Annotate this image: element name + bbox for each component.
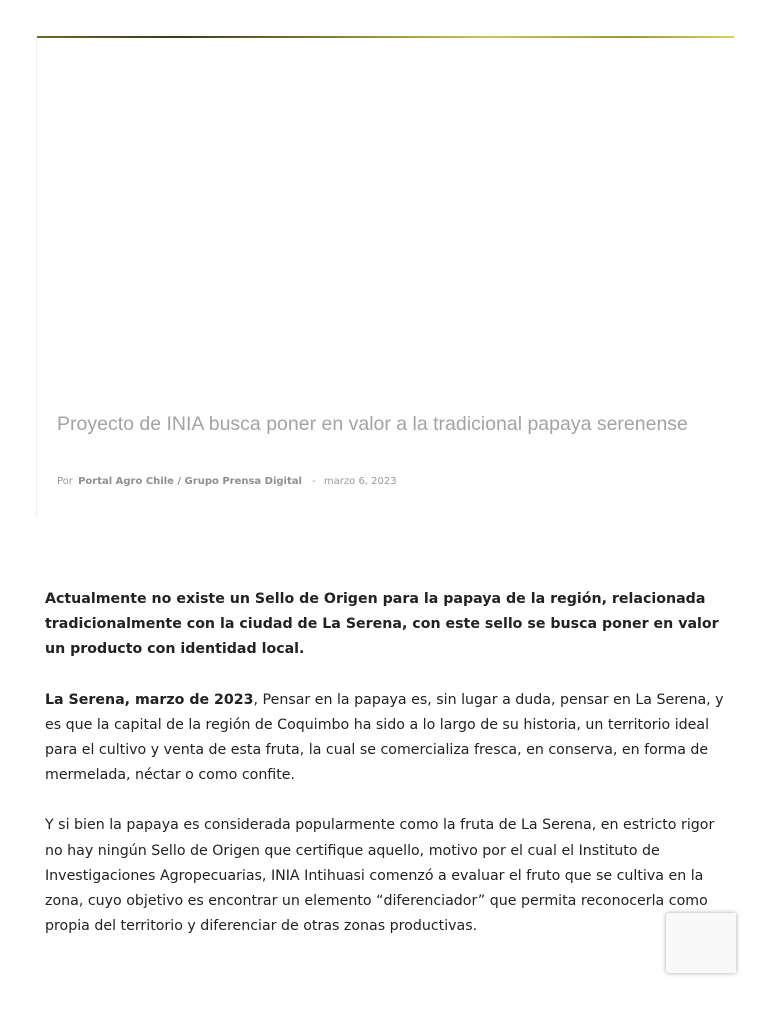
article-paragraph bbox=[45, 688, 729, 789]
post-date: marzo 6, 2023 bbox=[323, 476, 397, 487]
dateline: La Serena, marzo de 2023 bbox=[45, 691, 254, 708]
post-meta bbox=[57, 476, 397, 487]
by-label: Por bbox=[57, 476, 73, 487]
meta-separator: - bbox=[312, 476, 316, 487]
featured-image-area bbox=[36, 36, 734, 517]
post-title: Proyecto de INIA busca poner en valor a la tradicional papaya serenense bbox=[57, 413, 688, 435]
author-link[interactable]: Portal Agro Chile / Grupo Prensa Digital bbox=[78, 476, 302, 487]
recaptcha-badge[interactable] bbox=[666, 913, 736, 973]
paragraph-text: , Pensar en la papaya es, sin lugar a duda, pensar en La Serena, y es que la capital de la región de Coquimbo ha sido a lo largo de su historia, un territorio ideal para el cultivo y venta de esta fruta, la cual se comercializa fresca, en conserva, en forma de mermelada, néctar o como confite. bbox=[45, 691, 724, 784]
article-body bbox=[45, 587, 729, 964]
hero-top-border bbox=[37, 36, 734, 38]
article-paragraph: Y si bien la papaya es considerada popularmente como la fruta de La Serena, en estricto rigor no hay ningún Sello de Origen que certifique aquello, motivo por el cual el Instituto de Investigaciones Agropecuarias, INIA Intihuasi comenzó a evaluar el fruto que se cultiva en la zona, cuyo objetivo es encontrar un elemento “diferenciador” que permita reconocerla como propia del territorio y diferenciar de otras zonas productivas. bbox=[45, 817, 715, 935]
article-lead: Actualmente no existe un Sello de Origen para la papaya de la región, relacionada tradicionalmente con la ciudad de La Serena, con este sello se busca poner en valor un producto con identidad local. bbox=[45, 591, 719, 658]
